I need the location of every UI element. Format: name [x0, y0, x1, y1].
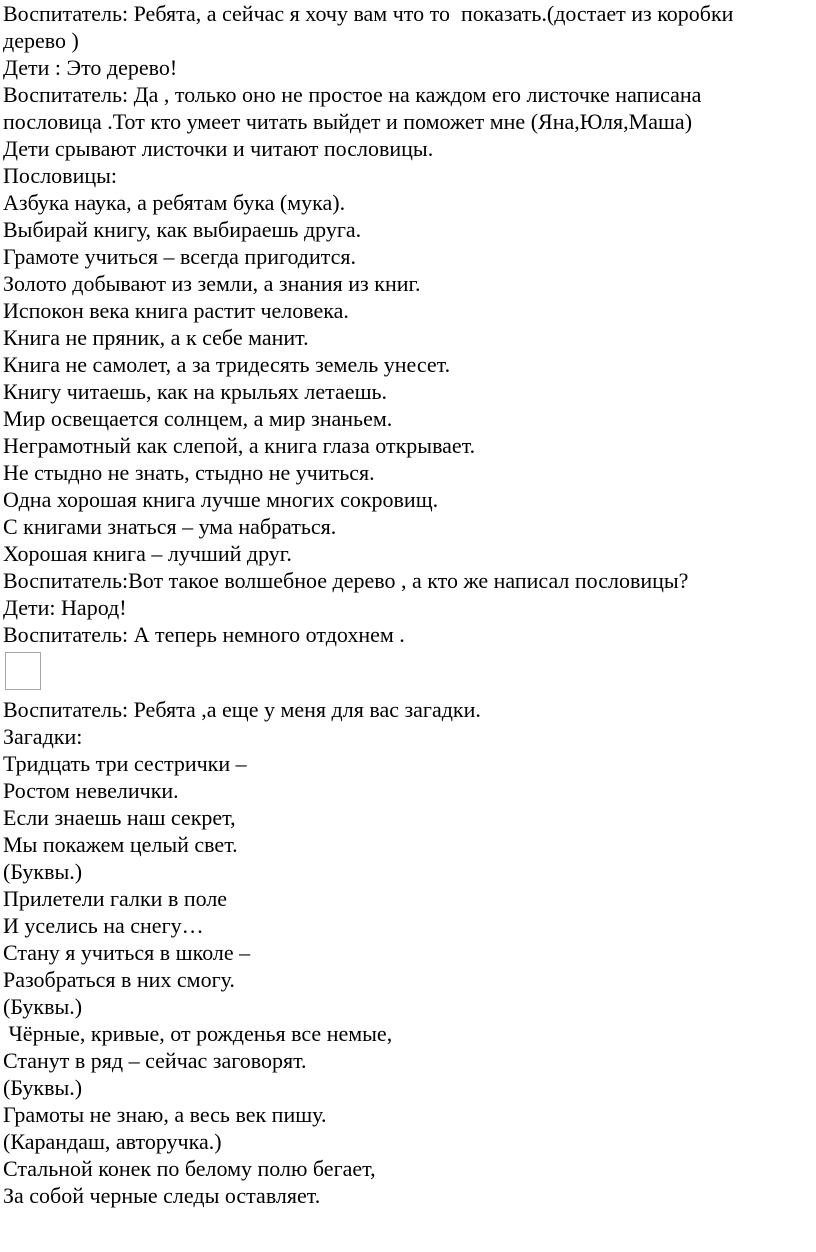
text-line: Книгу читаешь, как на крыльях летаешь. — [3, 379, 388, 404]
text-line: Выбирай книгу, как выбираешь друга. — [3, 217, 362, 242]
text-line: Воспитатель: Да , только оно не простое на каждом его листочке написана — [3, 82, 702, 107]
text-line: Книга не пряник, а к себе манит. — [3, 325, 309, 350]
text-line: Книга не самолет, а за тридесять земель унесет. — [3, 352, 451, 377]
embedded-object-row — [3, 648, 816, 696]
text-line: Мы покажем целый свет. — [3, 832, 238, 857]
text-line: Прилетели галки в поле — [3, 886, 228, 911]
text-line: Грамоты не знаю, а весь век пишу. — [3, 1102, 327, 1127]
text-block-dialogue-proverbs — [3, 0, 816, 648]
document-body — [3, 0, 816, 1209]
text-line: Стальной конек по белому полю бегает, — [3, 1156, 376, 1181]
text-line: Воспитатель:Вот такое волшебное дерево , а кто же написал пословицы? — [3, 568, 689, 593]
text-line: Дети срывают листочки и читают пословицы. — [3, 136, 434, 161]
text-line: Неграмотный как слепой, а книга глаза открывает. — [3, 433, 476, 458]
text-line: Мир освещается солнцем, а мир знаньем. — [3, 406, 393, 431]
text-line: пословица .Тот кто умеет читать выйдет и поможет мне (Яна,Юля,Маша) — [3, 109, 693, 134]
text-line: Хорошая книга – лучший друг. — [3, 541, 292, 566]
text-line: И уселись на снегу… — [3, 913, 204, 938]
text-line: Если знаешь наш секрет, — [3, 805, 236, 830]
text-line: За собой черные следы оставляет. — [3, 1183, 321, 1208]
text-line: Стану я учиться в школе – — [3, 940, 251, 965]
text-line: Чёрные, кривые, от рожденья все немые, — [3, 1021, 393, 1046]
empty-checkbox-icon[interactable] — [5, 652, 41, 690]
text-line: Воспитатель: Ребята, а сейчас я хочу вам что то показать.(достает из коробки — [3, 1, 734, 26]
text-block-riddles — [3, 696, 816, 1209]
text-line: Золото добывают из земли, а знания из книг. — [3, 271, 421, 296]
text-line: Грамоте учиться – всегда пригодится. — [3, 244, 357, 269]
text-line: Станут в ряд – сейчас заговорят. — [3, 1048, 307, 1073]
text-line: (Буквы.) — [3, 1075, 83, 1100]
text-line: Пословицы: — [3, 163, 118, 188]
text-line: Азбука наука, а ребятам бука (мука). — [3, 190, 346, 215]
text-line: Тридцать три сестрички – — [3, 751, 247, 776]
text-line: Загадки: — [3, 724, 83, 749]
text-line: Воспитатель: Ребята ,а еще у меня для вас загадки. — [3, 697, 481, 722]
text-line: (Карандаш, авторучка.) — [3, 1129, 222, 1154]
text-line: Дети: Народ! — [3, 595, 127, 620]
text-line: Одна хорошая книга лучше многих сокровищ. — [3, 487, 439, 512]
text-line: Не стыдно не знать, стыдно не учиться. — [3, 460, 375, 485]
text-line: Испокон века книга растит человека. — [3, 298, 349, 323]
text-line: Разобраться в них смогу. — [3, 967, 235, 992]
text-line: С книгами знаться – ума набраться. — [3, 514, 337, 539]
text-line: (Буквы.) — [3, 859, 83, 884]
text-line: Воспитатель: А теперь немного отдохнем . — [3, 622, 405, 647]
text-line: Ростом невелички. — [3, 778, 179, 803]
text-line: дерево ) — [3, 28, 79, 53]
text-line: (Буквы.) — [3, 994, 83, 1019]
text-line: Дети : Это дерево! — [3, 55, 178, 80]
